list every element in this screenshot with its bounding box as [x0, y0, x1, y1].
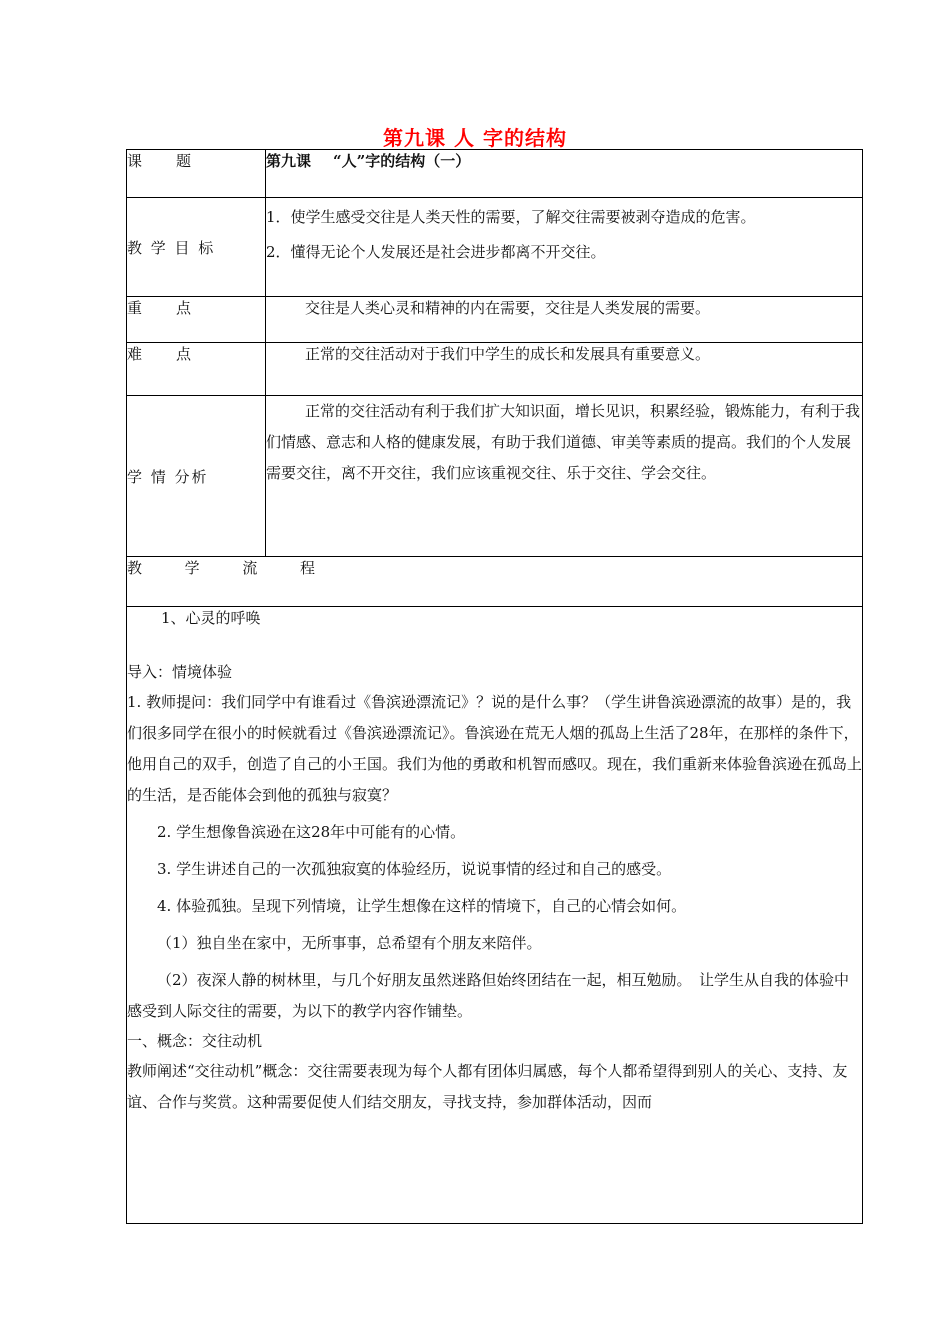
topic-prefix: 第九课: [266, 152, 312, 170]
label-key-1: 重: [127, 299, 143, 317]
paragraph-5: （1）独自坐在家中，无所事事，总希望有个朋友来陪伴。: [157, 934, 542, 952]
row-topic: [127, 150, 863, 198]
value-topic: [266, 150, 863, 198]
page-title: 第九课 人 字的结构: [383, 126, 567, 150]
label-topic-1: 课: [127, 152, 143, 170]
label-goals-text: 教 学 目 标: [127, 238, 216, 257]
value-goals: [266, 198, 863, 297]
topic-main: “人”字的结构（一）: [333, 152, 471, 170]
row-key: [127, 297, 863, 343]
row-content: [127, 607, 863, 1224]
intro-heading: 导入：情境体验: [127, 663, 233, 681]
value-difficulty: [266, 343, 863, 396]
row-goals: [127, 198, 863, 297]
label-difficulty-1: 难: [127, 345, 143, 363]
label-process-3: 流: [242, 559, 258, 577]
value-analysis: [266, 396, 863, 557]
analysis-text: 正常的交往活动有利于我们扩大知识面，增长见识，积累经验，锻炼能力，有利于我们情感、意志和人格的健康发展，有助于我们道德、审美等素质的提高。我们的个人发展需要交往，离不开交往，我们应该重视交往、乐于交往、学会交往。: [266, 402, 861, 482]
section-heart: 1、心灵的呼唤: [161, 609, 261, 627]
label-difficulty-2: 点: [175, 345, 191, 363]
lesson-content: [127, 607, 863, 1224]
label-process-2: 学: [184, 559, 200, 577]
paragraph-4: 4. 体验孤独。呈现下列情境，让学生想像在这样的情境下，自己的心情会如何。: [157, 897, 687, 915]
goal-item-1: 1．使学生感受交往是人类天性的需要，了解交往需要被剥夺造成的危害。: [266, 208, 756, 226]
value-key: [266, 297, 863, 343]
paragraph-6: （2）夜深人静的树林里，与几个好朋友虽然迷路但始终团结在一起，相互勉励。 让学生从自我的体验中感受到人际交往的需要，为以下的教学内容作铺垫。: [127, 971, 850, 1020]
row-process: [127, 557, 863, 607]
label-goals: [127, 198, 266, 297]
difficulty-text: 正常的交往活动对于我们中学生的成长和发展具有重要意义。: [305, 345, 711, 363]
concept-heading: 一、概念：交往动机: [127, 1032, 263, 1050]
label-key: [127, 297, 266, 343]
paragraph-7: 教师阐述“交往动机”概念：交往需要表现为每个人都有团体归属感，每个人都希望得到别人的关心、支持、友谊、合作与奖赏。这种需要促使人们结交朋友，寻找支持，参加群体活动，因而: [127, 1062, 848, 1111]
label-analysis-text: 学 情 分析: [127, 467, 209, 486]
label-analysis: [127, 396, 266, 557]
label-process-4: 程: [299, 559, 315, 577]
lesson-plan-table: [126, 149, 863, 1224]
goal-item-2: 2．懂得无论个人发展还是社会进步都离不开交往。: [266, 243, 606, 261]
paragraph-3: 3. 学生讲述自己的一次孤独寂寞的体验经历，说说事情的经过和自己的感受。: [157, 860, 672, 878]
label-process-1: 教: [127, 559, 143, 577]
paragraph-2: 2. 学生想像鲁滨逊在这28年中可能有的心情。: [157, 823, 466, 841]
label-difficulty: [127, 343, 266, 396]
label-key-2: 点: [175, 299, 191, 317]
label-process: [127, 557, 863, 607]
row-analysis: [127, 396, 863, 557]
key-text: 交往是人类心灵和精神的内在需要，交往是人类发展的需要。: [305, 299, 711, 317]
row-difficulty: [127, 343, 863, 396]
label-topic-2: 题: [175, 152, 191, 170]
paragraph-1: 1. 教师提问：我们同学中有谁看过《鲁滨逊漂流记》？说的是什么事？（学生讲鲁滨逊漂流的故事）是的，我们很多同学在很小的时候就看过《鲁滨逊漂流记》。鲁滨逊在荒无人烟的孤岛上生活了28年，在那样的条件下，他用自己的双手，创造了自己的小王国。我们为他的勇敢和机智而感叹。现在，我们重新来体验鲁滨逊在孤岛上的生活，是否能体会到他的孤独与寂寞？: [127, 693, 863, 804]
label-topic: [127, 150, 266, 198]
